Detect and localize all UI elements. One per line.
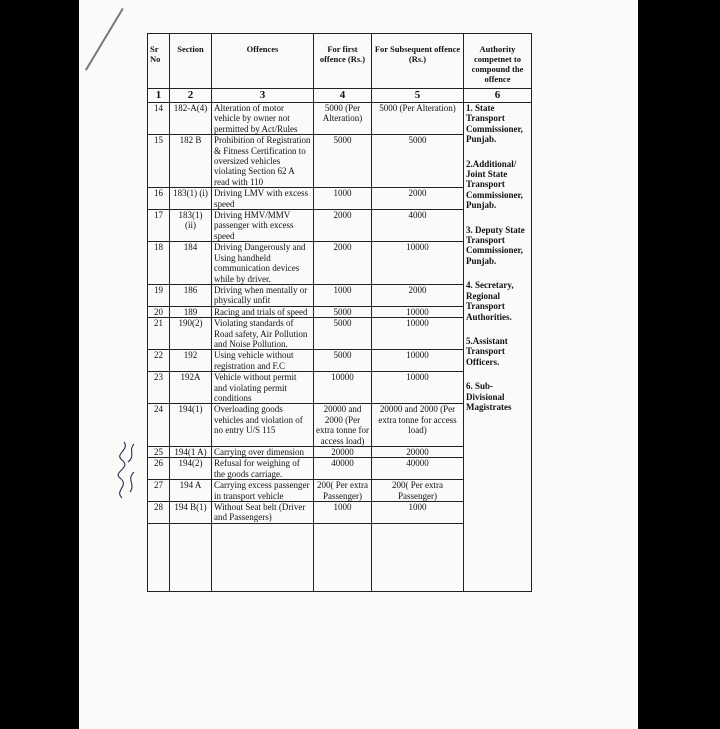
subsequent-offence-cell: 10000 (372, 372, 464, 404)
subsequent-offence-cell: 5000 (Per Alteration) (372, 103, 464, 135)
section-cell: 183(1) (i) (170, 188, 212, 210)
first-offence-cell: 2000 (314, 210, 372, 242)
subsequent-offence-cell: 5000 (372, 135, 464, 188)
sr-no-cell: 14 (148, 103, 170, 135)
subsequent-offence-cell: 4000 (372, 210, 464, 242)
header-subsequent-offence: For Subsequent offence (Rs.) (372, 34, 464, 89)
sr-no-cell: 28 (148, 502, 170, 524)
sr-no-cell: 26 (148, 458, 170, 480)
header-offences: Offences (212, 34, 314, 89)
sr-no-cell: 27 (148, 480, 170, 502)
first-offence-cell: 5000 (314, 318, 372, 350)
section-cell: 194(2) (170, 458, 212, 480)
subsequent-offence-cell: 10000 (372, 306, 464, 317)
sr-no-cell: 15 (148, 135, 170, 188)
subsequent-offence-cell: 10000 (372, 242, 464, 285)
authority-item: 3. Deputy State Transport Commissioner, Punjab. (466, 224, 525, 266)
first-offence-cell: 20000 (314, 447, 372, 458)
first-offence-cell: 1000 (314, 284, 372, 306)
subsequent-offence-cell: 200( Per extra Passenger) (372, 480, 464, 502)
column-number: 4 (314, 89, 372, 103)
first-offence-cell: 1000 (314, 502, 372, 524)
section-cell: 184 (170, 242, 212, 285)
header-row (148, 34, 532, 89)
offence-cell: Driving LMV with excess speed (212, 188, 314, 210)
column-number: 5 (372, 89, 464, 103)
table-row (148, 103, 532, 135)
sr-no-cell: 25 (148, 447, 170, 458)
authority-item: 5.Assistant Transport Officers. (466, 335, 508, 367)
authority-item: 4. Secretary, Regional Transport Authorities. (466, 280, 514, 322)
handwritten-signature (108, 432, 148, 502)
offence-cell: Carrying over dimension (212, 447, 314, 458)
empty-cell (212, 523, 314, 591)
header-section: Section (170, 34, 212, 89)
section-cell: 194 B(1) (170, 502, 212, 524)
offence-cell: Prohibition of Registration & Fitness Certification to oversized vehicles violating Section 62 A read with 110 (212, 135, 314, 188)
offence-cell: Vehicle without permit and violating permit conditions (212, 372, 314, 404)
first-offence-cell: 5000 (Per Alteration) (314, 103, 372, 135)
column-number: 2 (170, 89, 212, 103)
subsequent-offence-cell: 10000 (372, 350, 464, 372)
subsequent-offence-cell: 10000 (372, 318, 464, 350)
offence-cell: Violating standards of Road safety, Air Pollution and Noise Pollution. (212, 318, 314, 350)
sr-no-cell: 22 (148, 350, 170, 372)
sr-no-cell: 24 (148, 404, 170, 447)
empty-cell (372, 523, 464, 591)
column-number: 6 (464, 89, 532, 103)
first-offence-cell: 200( Per extra Passenger) (314, 480, 372, 502)
sr-no-cell: 17 (148, 210, 170, 242)
offence-cell: Alteration of motor vehicle by owner not permitted by Act/Rules (212, 103, 314, 135)
first-offence-cell: 20000 and 2000 (Per extra tonne for access load) (314, 404, 372, 447)
subsequent-offence-cell: 2000 (372, 284, 464, 306)
sr-no-cell: 18 (148, 242, 170, 285)
authority-list-cell (464, 103, 532, 592)
sr-no-cell: 23 (148, 372, 170, 404)
offence-cell: Driving Dangerously and Using handheld communication devices while by driver. (212, 242, 314, 285)
authority-item: 1. State Transport Commissioner, Punjab. (466, 103, 523, 145)
sr-no-cell: 20 (148, 306, 170, 317)
offence-cell: Using vehicle without registration and F.C (212, 350, 314, 372)
section-cell: 194(1 A) (170, 447, 212, 458)
first-offence-cell: 5000 (314, 350, 372, 372)
section-cell: 192 (170, 350, 212, 372)
offence-cell: Driving HMV/MMV passenger with excess speed (212, 210, 314, 242)
subsequent-offence-cell: 1000 (372, 502, 464, 524)
subsequent-offence-cell: 20000 and 2000 (Per extra tonne for access load) (372, 404, 464, 447)
sr-no-cell: 19 (148, 284, 170, 306)
offence-cell: Refusal for weighing of the goods carriage. (212, 458, 314, 480)
first-offence-cell: 10000 (314, 372, 372, 404)
sr-no-cell: 16 (148, 188, 170, 210)
offence-cell: Racing and trials of speed (212, 306, 314, 317)
section-cell: 182-A(4) (170, 103, 212, 135)
subsequent-offence-cell: 20000 (372, 447, 464, 458)
subsequent-offence-cell: 2000 (372, 188, 464, 210)
section-cell: 189 (170, 306, 212, 317)
section-cell: 194(1) (170, 404, 212, 447)
column-number-row (148, 89, 532, 103)
offence-cell: Overloading goods vehicles and violation of no entry U/S 115 (212, 404, 314, 447)
empty-cell (148, 523, 170, 591)
header-first-offence: For first offence (Rs.) (314, 34, 372, 89)
section-cell: 183(1) (ii) (170, 210, 212, 242)
section-cell: 192A (170, 372, 212, 404)
authority-item: 6. Sub-Divisional Magistrates (466, 381, 512, 412)
section-cell: 186 (170, 284, 212, 306)
first-offence-cell: 1000 (314, 188, 372, 210)
first-offence-cell: 40000 (314, 458, 372, 480)
header-sr-no: Sr No (148, 34, 170, 89)
offence-cell: Carrying excess passenger in transport vehicle (212, 480, 314, 502)
first-offence-cell: 5000 (314, 306, 372, 317)
subsequent-offence-cell: 40000 (372, 458, 464, 480)
authority-item: 2.Additional/ Joint State Transport Commissioner, Punjab. (466, 158, 523, 211)
offence-cell: Driving when mentally or physically unfit (212, 284, 314, 306)
first-offence-cell: 2000 (314, 242, 372, 285)
section-cell: 190(2) (170, 318, 212, 350)
section-cell: 182 B (170, 135, 212, 188)
section-cell: 194 A (170, 480, 212, 502)
column-number: 3 (212, 89, 314, 103)
sr-no-cell: 21 (148, 318, 170, 350)
empty-cell (170, 523, 212, 591)
empty-cell (314, 523, 372, 591)
offences-table (147, 33, 532, 592)
offence-cell: Without Seat belt (Driver and Passengers) (212, 502, 314, 524)
column-number: 1 (148, 89, 170, 103)
header-authority: Authority competnet to compound the offence (464, 34, 532, 89)
first-offence-cell: 5000 (314, 135, 372, 188)
